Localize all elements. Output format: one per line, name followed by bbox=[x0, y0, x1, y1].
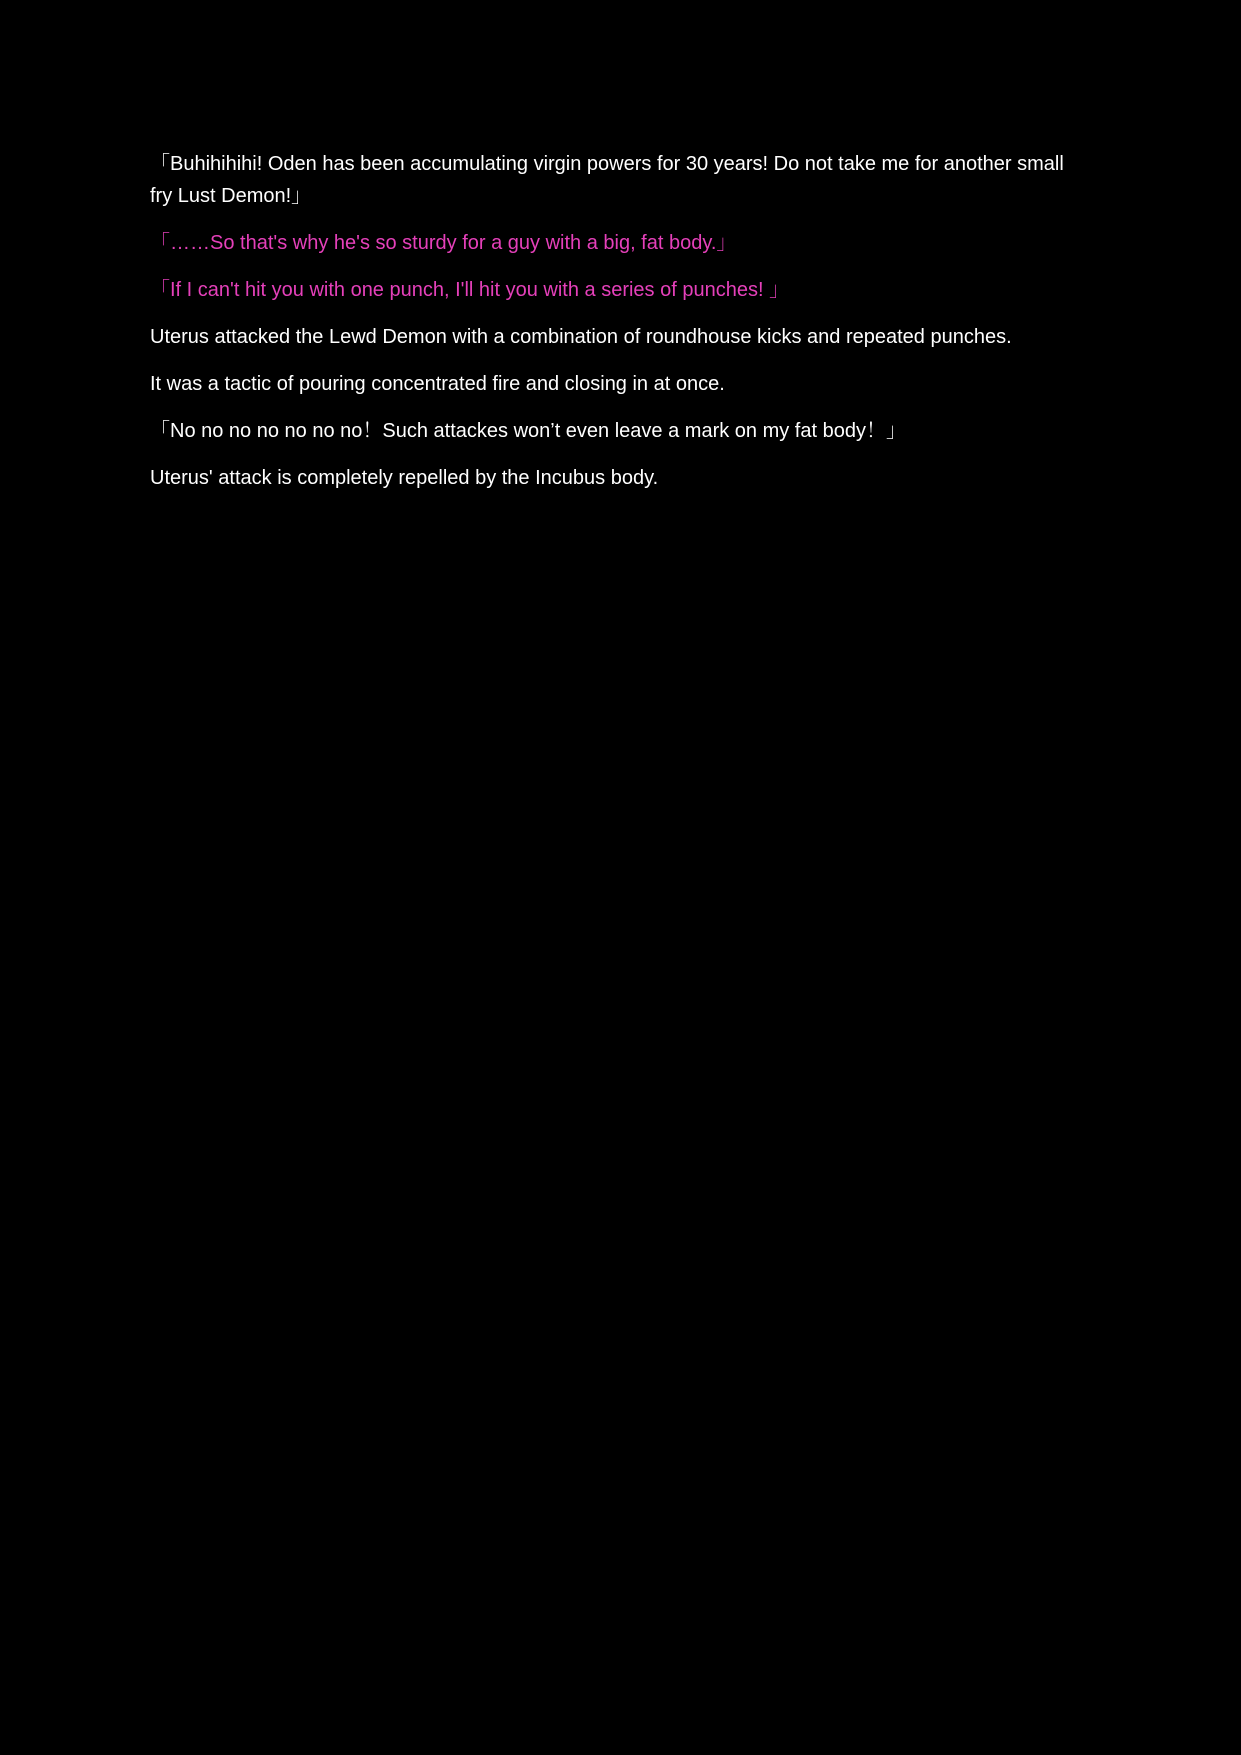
narration-attack: Uterus attacked the Lewd Demon with a combination of roundhouse kicks and repeated punches. bbox=[150, 326, 1012, 348]
dialogue-uterus-punches: 「If I can't hit you with one punch, I'll hit you with a series of punches! 」 bbox=[150, 279, 790, 301]
narration-tactic: It was a tactic of pouring concentrated fire and closing in at once. bbox=[150, 373, 725, 395]
document-page bbox=[150, 148, 1075, 509]
narration-repelled: Uterus' attack is completely repelled by the Incubus body. bbox=[150, 467, 659, 489]
dialogue-uterus-realization: 「……So that's why he's so sturdy for a guy with a big, fat body.」 bbox=[150, 232, 737, 254]
dialogue-oden-taunt: 「No no no no no no no！Such attackes won’t even leave a mark on my fat body！」 bbox=[150, 420, 906, 442]
dialogue-oden-boast: 「Buhihihihi! Oden has been accumulating virgin powers for 30 years! Do not take me for another small fry Lust Demon!」 bbox=[150, 153, 1070, 207]
